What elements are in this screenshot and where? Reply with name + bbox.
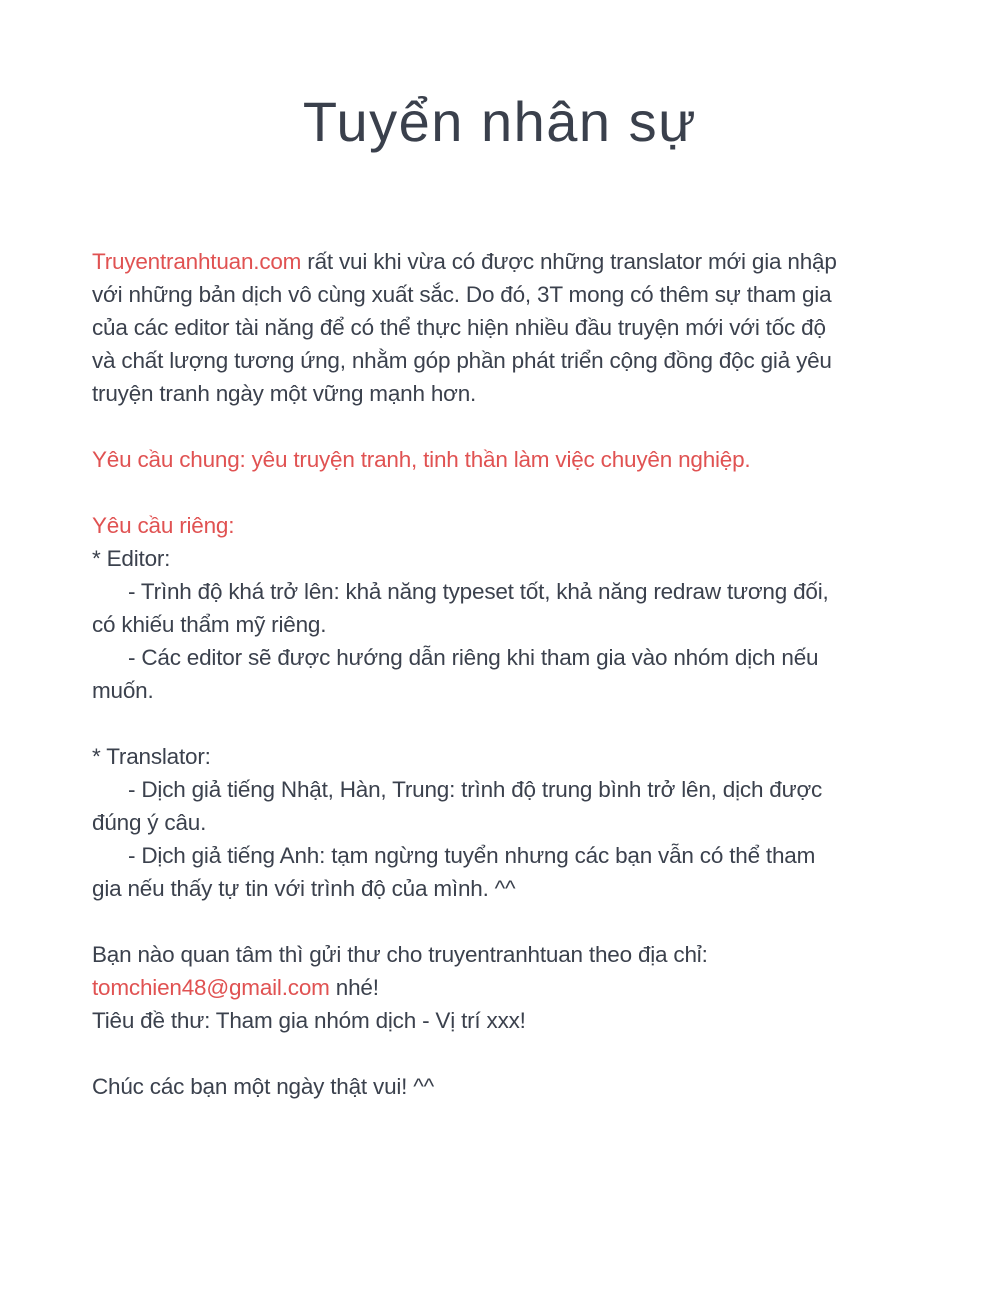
translator-requirement-line: gia nếu thấy tự tin với trình độ của mình. ^^ <box>92 876 516 902</box>
intro-line-4: và chất lượng tương ứng, nhằm góp phần phát triển cộng đồng độc giả yêu <box>92 348 832 374</box>
editor-requirement-line: có khiếu thẩm mỹ riêng. <box>92 612 327 638</box>
text-line <box>92 245 908 278</box>
specific-requirements-translator <box>92 740 908 905</box>
closing-line: Chúc các bạn một ngày thật vui! ^^ <box>92 1074 434 1100</box>
intro-line-1: rất vui khi vừa có được những translator mới gia nhập <box>301 249 837 275</box>
document-body <box>92 245 908 1103</box>
translator-requirement-line: đúng ý câu. <box>92 810 207 836</box>
translator-requirement-line: - Dịch giả tiếng Nhật, Hàn, Trung: trình độ trung bình trở lên, dịch được <box>128 777 823 803</box>
email-link[interactable]: tomchien48@gmail.com <box>92 975 330 1001</box>
translator-requirement-line: - Dịch giả tiếng Anh: tạm ngừng tuyển nhưng các bạn vẫn có thể tham <box>128 843 816 869</box>
intro-line-5: truyện tranh ngày một vững mạnh hơn. <box>92 381 477 407</box>
contact-paragraph <box>92 938 908 1037</box>
editor-requirement-line: - Các editor sẽ được hướng dẫn riêng khi tham gia vào nhóm dịch nếu <box>128 645 819 671</box>
intro-line-2: với những bản dịch vô cùng xuất sắc. Do đó, 3T mong có thêm sự tham gia <box>92 282 832 308</box>
editor-heading: * Editor: <box>92 546 171 572</box>
editor-requirement-line: - Trình độ khá trở lên: khả năng typeset tốt, khả năng redraw tương đối, <box>128 579 829 605</box>
text-line <box>92 971 908 1004</box>
specific-requirements-editor <box>92 509 908 707</box>
general-requirements <box>92 443 908 476</box>
editor-requirement-line: muốn. <box>92 678 154 704</box>
email-suffix: nhé! <box>329 975 379 1001</box>
translator-heading: * Translator: <box>92 744 211 770</box>
intro-line-3: của các editor tài năng để có thể thực hiện nhiều đầu truyện mới với tốc độ <box>92 315 826 341</box>
closing-paragraph <box>92 1070 908 1103</box>
page-title: Tuyển nhân sự <box>302 90 698 153</box>
specific-requirements-heading: Yêu cầu riêng: <box>92 513 235 539</box>
contact-intro-line: Bạn nào quan tâm thì gửi thư cho truyentranhtuan theo địa chỉ: <box>92 942 708 968</box>
general-requirements-line: Yêu cầu chung: yêu truyện tranh, tinh thần làm việc chuyên nghiệp. <box>92 447 751 473</box>
intro-paragraph <box>92 245 908 410</box>
subject-line: Tiêu đề thư: Tham gia nhóm dịch - Vị trí xxx! <box>92 1008 526 1034</box>
site-link[interactable]: Truyentranhtuan.com <box>92 249 302 275</box>
